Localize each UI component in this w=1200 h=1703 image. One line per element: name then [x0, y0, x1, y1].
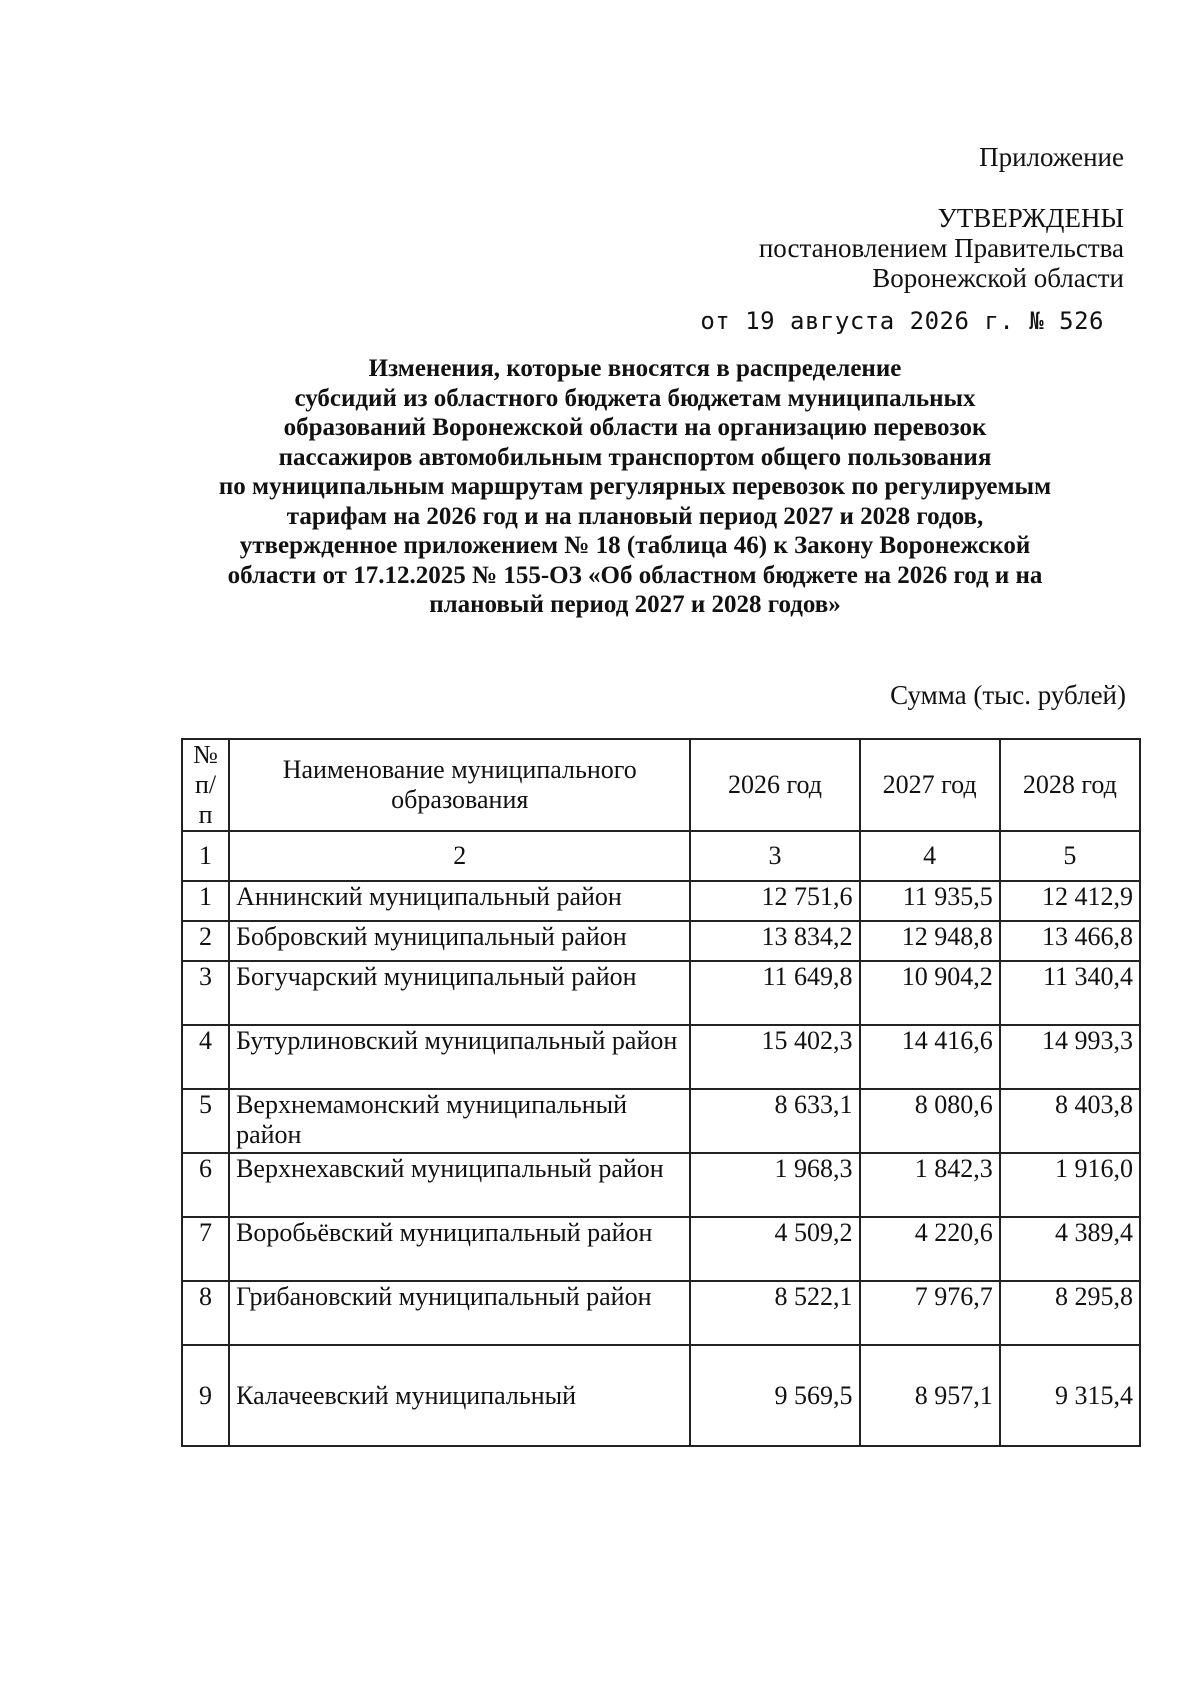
value-2028: 14 993,3 [1000, 1025, 1140, 1089]
row-number: 7 [182, 1217, 229, 1281]
municipality-name: Воробьёвский муниципальный район [229, 1217, 690, 1281]
value-2028: 4 389,4 [1000, 1217, 1140, 1281]
municipality-name: Верхнемамонский муниципальный район [229, 1089, 690, 1153]
value-2027: 1 842,3 [860, 1153, 1000, 1217]
value-2027: 10 904,2 [860, 961, 1000, 1025]
row-number: 4 [182, 1025, 229, 1089]
value-2026: 15 402,3 [690, 1025, 859, 1089]
table-row [182, 961, 1140, 1025]
value-2027: 11 935,5 [860, 881, 1000, 921]
value-2028: 1 916,0 [1000, 1153, 1140, 1217]
value-2027: 8 080,6 [860, 1089, 1000, 1153]
value-2027: 14 416,6 [860, 1025, 1000, 1089]
header-2026: 2026 год [690, 739, 859, 831]
table-row [182, 1345, 1140, 1446]
title-line: утвержденное приложением № 18 (таблица 46) к Закону Воронежской [239, 532, 1031, 559]
title-line: образований Воронежской области на организацию перевозок [283, 414, 987, 441]
row-number: 2 [182, 921, 229, 961]
municipality-name: Верхнехавский муниципальный район [229, 1153, 690, 1217]
municipality-name: Грибановский муниципальный район [229, 1281, 690, 1345]
table-row [182, 921, 1140, 961]
approved-by-line-2: Воронежской области [872, 263, 1124, 293]
units-label: Сумма (тыс. рублей) [890, 680, 1126, 710]
municipality-name: Аннинский муниципальный район [229, 881, 690, 921]
approved-label: УТВЕРЖДЕНЫ [937, 203, 1124, 233]
column-number: 1 [182, 831, 229, 881]
municipality-name: Богучарский муниципальный район [229, 961, 690, 1025]
column-number-row [182, 831, 1140, 881]
value-2028: 13 466,8 [1000, 921, 1140, 961]
row-number: 1 [182, 881, 229, 921]
value-2026: 4 509,2 [690, 1217, 859, 1281]
row-number: 9 [182, 1345, 229, 1446]
title-line: пассажиров автомобильным транспортом общего пользования [278, 443, 992, 471]
header-2027: 2027 год [860, 739, 1000, 831]
column-number: 2 [229, 831, 690, 881]
row-number: 3 [182, 961, 229, 1025]
title-line: области от 17.12.2025 № 155-ОЗ «Об областном бюджете на 2026 год и на [227, 561, 1043, 589]
value-2026: 13 834,2 [690, 921, 859, 961]
subsidy-table [181, 738, 1141, 1447]
table-row [182, 1153, 1140, 1217]
table-row [182, 881, 1140, 921]
title-line: плановый период 2027 и 2028 годов» [429, 591, 841, 618]
document-title [140, 354, 1130, 620]
table-header-row [182, 739, 1140, 831]
value-2026: 1 968,3 [690, 1153, 859, 1217]
value-2026: 8 633,1 [690, 1089, 859, 1153]
value-2027: 4 220,6 [860, 1217, 1000, 1281]
title-line: тарифам на 2026 год и на плановый период 2027 и 2028 годов, [286, 502, 984, 530]
decree-date-number: от 19 августа 2026 г. № 526 [700, 307, 1104, 335]
value-2026: 8 522,1 [690, 1281, 859, 1345]
title-line: субсидий из областного бюджета бюджетам муниципальных [294, 384, 976, 412]
column-number: 3 [690, 831, 859, 881]
approved-by-line-1: постановлением Правительства [758, 233, 1124, 263]
header-num: № п/п [182, 739, 229, 831]
municipality-name: Бутурлиновский муниципальный район [229, 1025, 690, 1089]
table-row [182, 1089, 1140, 1153]
title-line: Изменения, которые вносятся в распределение [368, 355, 902, 382]
value-2026: 11 649,8 [690, 961, 859, 1025]
column-number: 5 [1000, 831, 1140, 881]
value-2028: 8 403,8 [1000, 1089, 1140, 1153]
value-2028: 9 315,4 [1000, 1345, 1140, 1446]
value-2026: 12 751,6 [690, 881, 859, 921]
value-2027: 8 957,1 [860, 1345, 1000, 1446]
value-2028: 11 340,4 [1000, 961, 1140, 1025]
value-2027: 12 948,8 [860, 921, 1000, 961]
value-2027: 7 976,7 [860, 1281, 1000, 1345]
municipality-name: Бобровский муниципальный район [229, 921, 690, 961]
table-row [182, 1217, 1140, 1281]
municipality-name: Калачеевский муниципальный [229, 1345, 690, 1446]
value-2028: 12 412,9 [1000, 881, 1140, 921]
approval-block [759, 203, 1124, 293]
value-2026: 9 569,5 [690, 1345, 859, 1446]
value-2028: 8 295,8 [1000, 1281, 1140, 1345]
header-2028: 2028 год [1000, 739, 1140, 831]
appendix-label: Приложение [979, 142, 1124, 172]
row-number: 6 [182, 1153, 229, 1217]
header-name: Наименование муниципального образования [229, 739, 690, 831]
table-row [182, 1025, 1140, 1089]
row-number: 8 [182, 1281, 229, 1345]
row-number: 5 [182, 1089, 229, 1153]
title-line: по муниципальным маршрутам регулярных перевозок по регулируемым [218, 473, 1052, 500]
table-row [182, 1281, 1140, 1345]
column-number: 4 [860, 831, 1000, 881]
